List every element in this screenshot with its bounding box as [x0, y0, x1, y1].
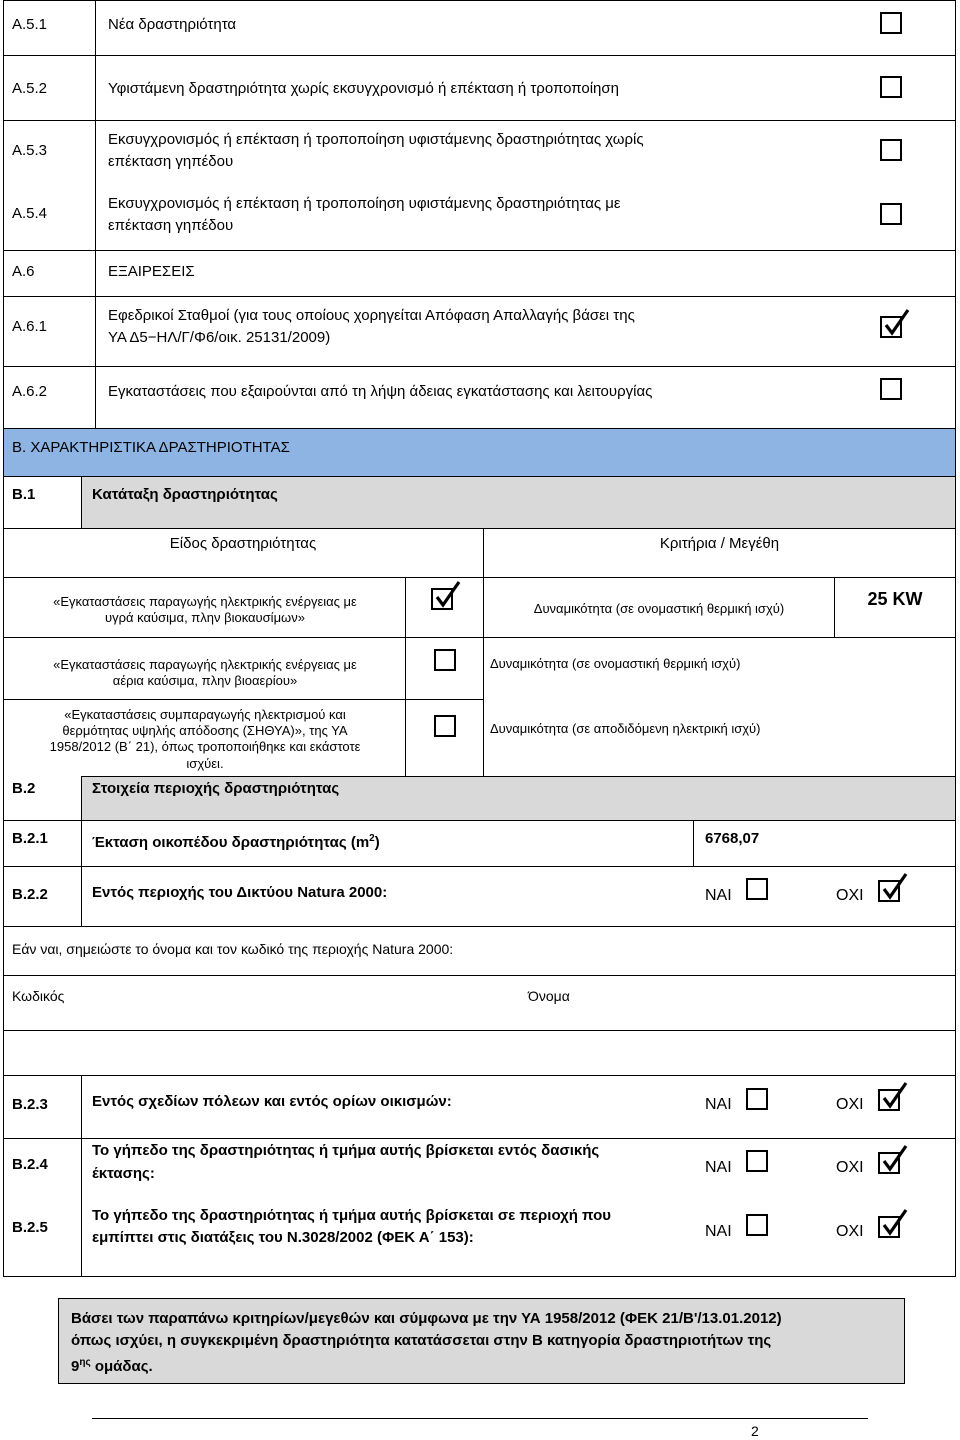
row-code: Α.5.1	[12, 16, 48, 33]
checkbox-a51[interactable]	[880, 12, 902, 34]
b23-yes-label: ΝΑΙ	[705, 1096, 732, 1113]
natura-code-label: Κωδικός	[12, 988, 65, 1004]
checkmark-icon	[882, 1145, 908, 1175]
activity-1-line1: «Εγκαταστάσεις παραγωγής ηλεκτρικής ενέργειας με	[53, 594, 357, 609]
row-code: Α.5.2	[12, 80, 48, 97]
bottom-border	[3, 1276, 956, 1277]
checkbox-b23-no-checked[interactable]	[878, 1089, 900, 1111]
checkbox-b22-no-checked[interactable]	[878, 880, 900, 902]
b24-line2: έκτασης:	[92, 1165, 155, 1182]
row-code: Α.6.2	[12, 383, 48, 400]
footer-rule	[92, 1418, 868, 1419]
checkbox-b23-yes[interactable]	[746, 1088, 768, 1110]
checkbox-b24-no-checked[interactable]	[878, 1152, 900, 1174]
section-b-title: Β. ΧΑΡΑΚΤΗΡΙΣΤΙΚΑ ΔΡΑΣΤΗΡΙΟΤΗΤΑΣ	[12, 439, 290, 456]
row-text-line1: Εφεδρικοί Σταθμοί (για τους οποίους χορηγείται Απόφαση Απαλλαγής βάσει της	[108, 307, 635, 324]
checkbox-b24-yes[interactable]	[746, 1150, 768, 1172]
summary-line2: όπως ισχύει, η συγκεκριμένη δραστηριότητα κατατάσσεται στην Β κατηγορία δραστηριοτήτων της	[71, 1332, 772, 1349]
activity-3-line4: ισχύει.	[186, 756, 224, 771]
b21-value: 6768,07	[705, 830, 760, 847]
page-number: 2	[751, 1423, 759, 1439]
row-code: Α.6.1	[12, 318, 48, 335]
b23-no-label: ΟΧΙ	[836, 1096, 864, 1113]
code-column-divider	[81, 476, 82, 528]
row-divider	[3, 699, 484, 700]
row-text-line2: επέκταση γηπέδου	[108, 217, 234, 234]
row-divider	[3, 528, 956, 529]
summary-line1: Βάσει των παραπάνω κριτηρίων/μεγεθών και σύμφωνα με την ΥΑ 1958/2012 (ΦΕΚ 21/Β'/13.01.2012)	[71, 1310, 782, 1327]
b25-line2: εμπίπτει στις διατάξεις του Ν.3028/2002 (ΦΕΚ Α΄ 153):	[92, 1229, 474, 1246]
b24-code: Β.2.4	[12, 1156, 48, 1173]
b23-code: Β.2.3	[12, 1096, 48, 1113]
b24-no-label: ΟΧΙ	[836, 1159, 864, 1176]
b21-label: Έκταση οικοπέδου δραστηριότητας $(m^2)$	[92, 833, 380, 851]
col-header-type: Είδος δραστηριότητας	[169, 535, 317, 552]
activity-2-line1: «Εγκαταστάσεις παραγωγής ηλεκτρικής ενέργειας με	[53, 657, 357, 672]
row-text: Νέα δραστηριότητα	[108, 16, 237, 33]
checkmark-icon	[882, 1209, 908, 1239]
b22-code: Β.2.2	[12, 886, 48, 903]
row-divider	[82, 776, 956, 777]
b25-line1: Το γήπεδο της δραστηριότητας ή τμήμα αυτής βρίσκεται σε περιοχή που	[92, 1207, 612, 1224]
checkbox-activity-3[interactable]	[434, 715, 456, 737]
checkbox-activity-2[interactable]	[434, 649, 456, 671]
row-divider	[3, 1075, 956, 1076]
row-text: ΕΞΑΙΡΕΣΕΙΣ	[108, 263, 195, 280]
checkmark-icon	[882, 873, 908, 903]
b2-label: Στοιχεία περιοχής δραστηριότητας	[92, 780, 340, 797]
checkbox-a53[interactable]	[880, 139, 902, 161]
checkmark-icon	[884, 309, 910, 339]
row-divider	[3, 1138, 956, 1139]
row-divider	[3, 250, 956, 251]
b25-code: Β.2.5	[12, 1219, 48, 1236]
checkmark-icon	[882, 1082, 908, 1112]
row-code: Α.5.3	[12, 142, 48, 159]
row-divider	[3, 820, 956, 821]
b25-yes-label: ΝΑΙ	[705, 1223, 732, 1240]
b22-label: Εντός περιοχής του Δικτύου Natura 2000:	[92, 884, 388, 901]
row-text-line1: Εκσυγχρονισμός ή επέκταση ή τροποποίηση υφιστάμενης δραστηριότητας με	[108, 195, 621, 212]
activity-1-value: 25 KW	[867, 589, 923, 609]
checkbox-a54[interactable]	[880, 203, 902, 225]
row-divider	[3, 926, 956, 927]
b2-code: Β.2	[12, 780, 36, 797]
row-divider	[3, 366, 956, 367]
activity-1-criterion: Δυναμικότητα (σε ονομαστική θερμική ισχύ)	[533, 601, 785, 616]
row-code: Α.5.4	[12, 205, 48, 222]
checkbox-b22-yes[interactable]	[746, 878, 768, 900]
row-divider	[3, 1030, 956, 1031]
checkbox-b25-no-checked[interactable]	[878, 1216, 900, 1238]
activity-3-line2: θερμότητας υψηλής απόδοσης (ΣΗΘΥΑ)», της ΥΑ	[62, 723, 348, 738]
left-border	[3, 0, 4, 1276]
code-column-divider	[95, 0, 96, 428]
row-divider	[3, 296, 956, 297]
checkbox-a52[interactable]	[880, 76, 902, 98]
b1-code: Β.1	[12, 486, 36, 503]
b22-no-label: ΟΧΙ	[836, 887, 864, 904]
natura-note: Εάν ναι, σημειώστε το όνομα και τον κωδικό της περιοχής Natura 2000:	[12, 941, 454, 957]
b25-no-label: ΟΧΙ	[836, 1223, 864, 1240]
activity-1-line2: υγρά καύσιμα, πλην βιοκαυσίμων»	[105, 610, 305, 625]
row-text: Εγκαταστάσεις που εξαιρούνται από τη λήψη άδειας εγκατάστασης και λειτουργίας	[108, 383, 653, 400]
code-column-divider	[81, 820, 82, 926]
col-divider	[405, 577, 406, 777]
b23-label: Εντός σχεδίων πόλεων και εντός ορίων οικισμών:	[92, 1093, 452, 1110]
summary-box	[58, 1298, 905, 1384]
checkbox-b25-yes[interactable]	[746, 1214, 768, 1236]
natura-name-label: Όνομα	[528, 988, 570, 1004]
activity-3-line3: 1958/2012 (Β΄ 21), όπως τροποποιήθηκε και εκάστοτε	[49, 739, 361, 754]
row-code: Α.6	[12, 263, 35, 280]
b24-yes-label: ΝΑΙ	[705, 1159, 732, 1176]
row-divider	[3, 55, 956, 56]
row-text-line2: ΥΑ Δ5−ΗΛ/Γ/Φ6/οικ. 25131/2009)	[108, 329, 331, 346]
right-border	[955, 0, 956, 1276]
row-text: Υφιστάμενη δραστηριότητα χωρίς εκσυγχρονισμό ή επέκταση ή τροποποίηση	[108, 80, 619, 97]
checkbox-a61-checked[interactable]	[880, 316, 902, 338]
top-border	[3, 0, 956, 1]
row-divider	[3, 866, 956, 867]
summary-line3: $9^{\eta\varsigma}$ ομάδας.	[71, 1357, 153, 1375]
b1-label: Κατάταξη δραστηριότητας	[92, 486, 278, 503]
row-text-line1: Εκσυγχρονισμός ή επέκταση ή τροποποίηση υφιστάμενης δραστηριότητας χωρίς	[108, 131, 644, 148]
b22-yes-label: ΝΑΙ	[705, 887, 732, 904]
activity-2-criterion: Δυναμικότητα (σε ονομαστική θερμική ισχύ)	[490, 656, 741, 671]
col-header-criteria: Κριτήρια / Μεγέθη	[659, 535, 780, 552]
checkbox-activity-1-checked[interactable]	[431, 588, 453, 610]
col-divider	[483, 528, 484, 577]
code-column-divider	[81, 776, 82, 820]
code-column-divider	[81, 1075, 82, 1276]
activity-3-line1: «Εγκαταστάσεις συμπαραγωγής ηλεκτρισμού και	[64, 707, 346, 722]
b24-line1: Το γήπεδο της δραστηριότητας ή τμήμα αυτής βρίσκεται εντός δασικής	[92, 1142, 600, 1159]
checkbox-a62[interactable]	[880, 378, 902, 400]
b21-code: Β.2.1	[12, 830, 48, 847]
row-divider	[3, 975, 956, 976]
activity-2-line2: αέρια καύσιμα, πλην βιοαερίου»	[112, 673, 298, 688]
col-divider	[693, 820, 694, 866]
row-divider	[3, 577, 956, 578]
row-divider	[3, 120, 956, 121]
row-text-line2: επέκταση γηπέδου	[108, 153, 234, 170]
row-divider	[3, 637, 956, 638]
checkmark-icon	[435, 581, 461, 611]
activity-3-criterion: Δυναμικότητα (σε αποδιδόμενη ηλεκτρική ισχύ)	[490, 721, 761, 736]
